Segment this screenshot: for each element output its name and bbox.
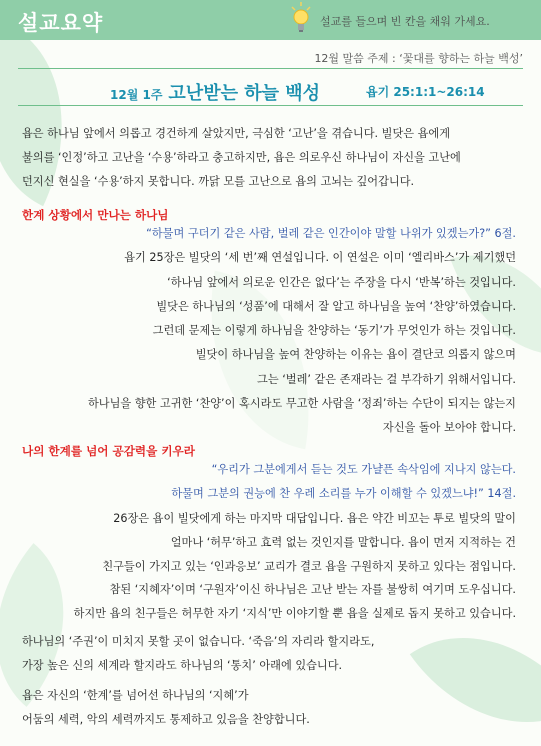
section1-body: [88, 222, 516, 441]
text-line: 참된 ‘지혜자’이며 ‘구원자’이신 하나님은 고난 받는 자를 불쌍히 여기며 도우십니다.: [109, 583, 516, 596]
text-line: 26장은 욥이 빌닷에게 하는 마지막 대답입니다. 욥은 약간 비꼬는 투로 빌닷의 말이: [113, 511, 516, 525]
month-theme: 12월 말씀 주제 : ‘꽃대를 향하는 하늘 백성’: [314, 52, 523, 65]
section2-body-b: [74, 578, 516, 627]
text-line: 그는 ‘벌레’ 같은 존재라는 걸 부각하기 위해서입니다.: [257, 372, 516, 386]
text-line: 하지만 욥의 친구들은 허무한 자기 ‘지식’만 이야기할 뿐 욥을 실제로 돕지 못하고 있습니다.: [73, 607, 516, 621]
section-heading-1: 한계 상황에서 만나는 하나님: [22, 208, 169, 222]
divider-title: [18, 105, 523, 106]
lightbulb-icon: [290, 2, 312, 38]
intro-paragraph: [22, 122, 461, 194]
text-line: 욥은 하나님 앞에서 의롭고 경건하게 살았지만, 극심한 ‘고난’을 겪습니다. 빌닷은 욥에게: [22, 127, 451, 140]
scripture-reference: 욥기 25:1:1~26:14: [366, 85, 485, 99]
sermon-title-text: 고난받는 하늘 백성: [168, 83, 321, 104]
section-heading-2: 나의 한계를 넘어 공감력을 키우라: [22, 444, 195, 458]
sermon-week: 12월 1주: [110, 88, 163, 102]
text-line: 불의를 ‘인정’하고 고난을 ‘수용’하라고 충고하지만, 욥은 의로우신 하나님이 자신을 고난에: [22, 151, 461, 164]
text-line: 자신을 돌아 보아야 합니다.: [382, 421, 516, 435]
text-line: ‘하나님 앞에서 의로운 인간은 없다’는 주장을 다시 ‘반복’하는 것입니다.: [167, 275, 516, 289]
text-line: 어둠의 세력, 악의 세력까지도 통제하고 있음을 찬양합니다.: [22, 713, 310, 726]
text-line: 그런데 문제는 이렇게 하나님을 찬양하는 ‘동기’가 무엇인가 하는 것입니다.: [152, 324, 516, 338]
text-line: 욥은 자신의 ‘한계’를 넘어선 하나님의 ‘지혜’가: [22, 689, 249, 702]
closing-paragraph-2: [22, 684, 310, 732]
header-bar: [0, 0, 541, 40]
header-tagline: 설교를 들으며 빈 칸을 채워 가세요.: [320, 15, 490, 28]
closing-paragraph-1: [22, 630, 374, 678]
text-line: 빌닷이 하나님을 높여 찬양하는 이유는 욥이 결단코 의롭지 않으며: [195, 348, 516, 362]
bible-quote: 하물며 그분의 권능에 찬 우레 소리를 누가 이해할 수 있겠느냐!” 14절.: [171, 487, 516, 501]
text-line: 얼마나 ‘허무’하고 효력 없는 것인지를 말합니다. 욥이 먼저 지적하는 건: [170, 535, 516, 549]
text-line: 던지신 현실을 ‘수용’하지 못합니다. 까닭 모를 고난으로 욥의 고뇌는 깊어갑니다.: [22, 175, 415, 188]
text-line: 하나님의 ‘주권’이 미치지 못할 곳이 없습니다. ‘죽음’의 자리라 할지라도,: [22, 635, 375, 648]
section2-body: [102, 458, 516, 579]
page-title: 설교요약: [18, 11, 104, 35]
bible-quote: “하물며 구더기 같은 사람, 벌레 같은 인간이야 말할 나위가 있겠는가?” 6절.: [146, 227, 516, 240]
text-line: 친구들이 가지고 있는 ‘인과응보’ 교리가 결코 욥을 구원하지 못하고 있다는 점입니다.: [102, 560, 516, 574]
text-line: 빌닷은 하나님의 ‘성품’에 대해서 잘 알고 하나님을 높여 ‘찬양’하였습니다.: [156, 299, 516, 313]
bible-quote: “우리가 그분에게서 듣는 것도 가냘픈 속삭임에 지나지 않는다.: [211, 463, 516, 476]
divider-top: [18, 68, 523, 69]
text-line: 욥기 25장은 빌닷의 ‘세 번’째 연설입니다. 이 연설은 이미 ‘엘리바스’가 제기했던: [124, 251, 516, 265]
sermon-title: [110, 79, 320, 105]
text-line: 하나님을 향한 고귀한 ‘찬양’이 혹시라도 무고한 사람을 ‘정죄’하는 수단이 되지는 않는지: [87, 397, 516, 411]
text-line: 가장 높은 신의 세계라 할지라도 하나님의 ‘통치’ 아래에 있습니다.: [22, 659, 343, 672]
